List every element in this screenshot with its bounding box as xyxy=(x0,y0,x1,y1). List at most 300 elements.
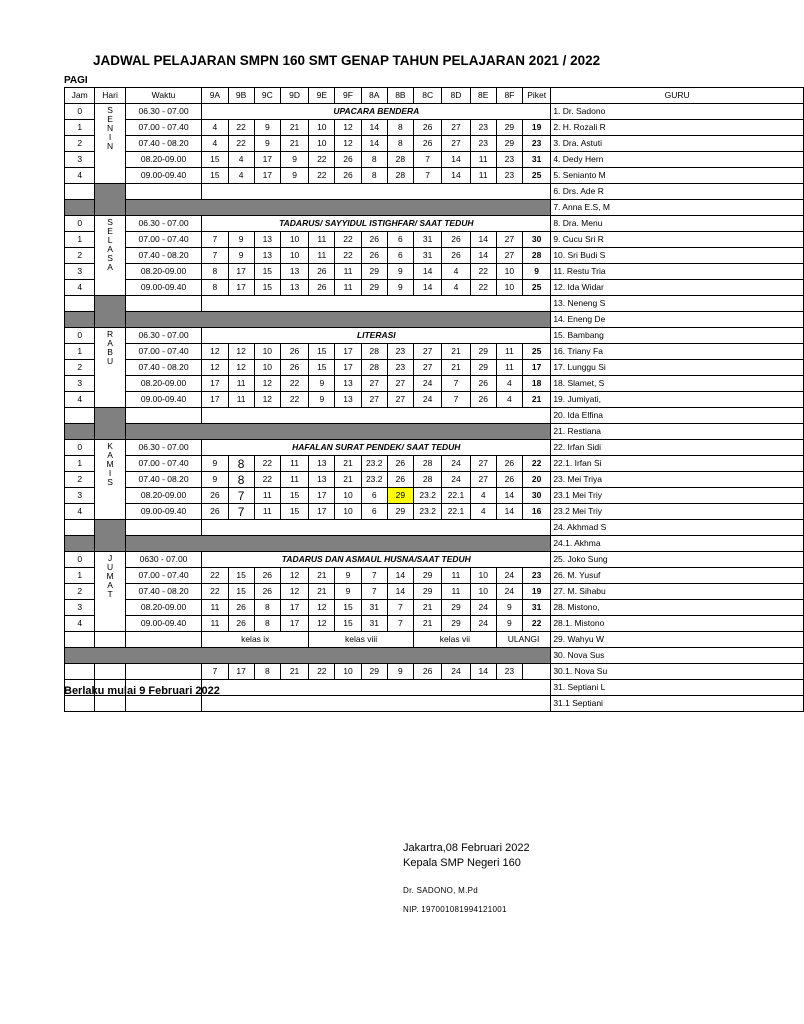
class-teacher-cell: 7 xyxy=(442,376,470,392)
column-header: Hari xyxy=(95,88,125,104)
class-teacher-cell: 12 xyxy=(202,360,228,376)
class-teacher-cell: 11 xyxy=(254,488,280,504)
jam-cell: 2 xyxy=(65,472,95,488)
guru-list-item: 15. Bambang xyxy=(551,328,804,344)
jam-cell: 1 xyxy=(65,568,95,584)
class-teacher-cell: 26 xyxy=(228,600,254,616)
class-teacher-cell: 31 xyxy=(361,600,387,616)
jam-cell: 4 xyxy=(65,616,95,632)
table-row xyxy=(65,248,804,264)
class-teacher-cell: 12 xyxy=(309,616,335,632)
waktu-cell: 0630 - 07.00 xyxy=(125,552,202,568)
activity-cell: HAFALAN SURAT PENDEK/ SAAT TEDUH xyxy=(202,440,551,456)
class-teacher-cell: 22 xyxy=(335,248,361,264)
waktu-cell xyxy=(125,696,202,712)
jam-cell: 1 xyxy=(65,232,95,248)
class-teacher-cell: 13 xyxy=(309,456,335,472)
class-teacher-cell: 27 xyxy=(442,136,470,152)
class-teacher-cell: 4 xyxy=(442,280,470,296)
day-label xyxy=(95,632,125,648)
class-teacher-cell: 8 xyxy=(202,264,228,280)
guru-list-item: 17. Lunggu Si xyxy=(551,360,804,376)
class-teacher-cell: 7 xyxy=(202,248,228,264)
class-teacher-cell: 7 xyxy=(228,488,254,504)
class-teacher-cell: 8 xyxy=(387,136,413,152)
class-teacher-cell: 28 xyxy=(361,344,387,360)
class-teacher-cell: 7 xyxy=(361,568,387,584)
column-header: 9A xyxy=(202,88,228,104)
jam-cell: 4 xyxy=(65,168,95,184)
waktu-cell xyxy=(125,296,202,312)
class-teacher-cell: 9 xyxy=(335,584,361,600)
separator-cell xyxy=(125,424,551,440)
table-row xyxy=(65,552,804,568)
class-teacher-cell: 17 xyxy=(228,280,254,296)
class-teacher-cell: 27 xyxy=(387,392,413,408)
guru-list-item: 14. Eneng De xyxy=(551,312,804,328)
class-teacher-cell: 26 xyxy=(309,264,335,280)
waktu-cell: 09.00-09.40 xyxy=(125,168,202,184)
class-teacher-cell: 4 xyxy=(228,152,254,168)
class-teacher-cell: 14 xyxy=(361,136,387,152)
class-teacher-cell: 9 xyxy=(335,568,361,584)
class-teacher-cell: 7 xyxy=(361,584,387,600)
waktu-cell: 09.00-09.40 xyxy=(125,392,202,408)
table-row xyxy=(65,568,804,584)
class-teacher-cell: 23 xyxy=(470,136,496,152)
piket-cell: 16 xyxy=(523,504,551,520)
guru-list-item: 31. Septiani L xyxy=(551,680,804,696)
waktu-cell: 06.30 - 07.00 xyxy=(125,216,202,232)
separator-cell xyxy=(125,200,551,216)
class-teacher-cell: 12 xyxy=(254,376,280,392)
separator-cell xyxy=(65,312,95,328)
waktu-cell: 09.00-09.40 xyxy=(125,616,202,632)
class-teacher-cell: 9 xyxy=(496,600,522,616)
class-teacher-cell: 8 xyxy=(361,152,387,168)
class-teacher-cell: 23 xyxy=(387,360,413,376)
class-teacher-cell: 10 xyxy=(309,120,335,136)
class-teacher-cell: 26 xyxy=(414,136,442,152)
class-teacher-cell: 29 xyxy=(496,120,522,136)
class-teacher-cell: 10 xyxy=(254,344,280,360)
class-teacher-cell: 21 xyxy=(309,584,335,600)
class-teacher-cell: 17 xyxy=(335,360,361,376)
summary-count-cell: 9 xyxy=(387,664,413,680)
class-teacher-cell: 9 xyxy=(202,456,228,472)
class-teacher-cell: 23 xyxy=(387,344,413,360)
table-row xyxy=(65,280,804,296)
class-teacher-cell: 24 xyxy=(414,376,442,392)
jam-cell xyxy=(65,408,95,424)
class-teacher-cell: 27 xyxy=(470,472,496,488)
waktu-cell: 09.00-09.40 xyxy=(125,504,202,520)
class-teacher-cell: 22 xyxy=(202,568,228,584)
column-header: 9B xyxy=(228,88,254,104)
class-teacher-cell: 21 xyxy=(442,360,470,376)
class-teacher-cell: 14 xyxy=(361,120,387,136)
jam-cell: 3 xyxy=(65,152,95,168)
empty-cell xyxy=(202,520,551,536)
class-teacher-cell: 7 xyxy=(228,504,254,520)
guru-list-item: 9. Cucu Sri R xyxy=(551,232,804,248)
class-teacher-cell: 12 xyxy=(309,600,335,616)
class-teacher-cell: 22 xyxy=(280,376,308,392)
table-row xyxy=(65,120,804,136)
class-teacher-cell: 10 xyxy=(335,504,361,520)
class-label-ix: kelas ix xyxy=(202,632,309,648)
jam-cell: 1 xyxy=(65,456,95,472)
waktu-cell: 07.40 - 08.20 xyxy=(125,248,202,264)
class-teacher-cell: 22 xyxy=(254,456,280,472)
guru-list-item: 30.1. Nova Su xyxy=(551,664,804,680)
jam-cell: 2 xyxy=(65,360,95,376)
class-teacher-cell: 17 xyxy=(280,616,308,632)
effective-date: Berlaku mulai 9 Februari 2022 xyxy=(64,685,220,697)
class-teacher-cell: 24 xyxy=(496,584,522,600)
summary-count-cell: 22 xyxy=(309,664,335,680)
guru-list-item: 31.1 Septiani xyxy=(551,696,804,712)
jam-cell: 3 xyxy=(65,264,95,280)
class-teacher-cell: 29 xyxy=(361,264,387,280)
table-row xyxy=(65,488,804,504)
class-teacher-cell: 11 xyxy=(202,600,228,616)
jam-cell xyxy=(65,520,95,536)
class-teacher-cell: 15 xyxy=(254,264,280,280)
class-teacher-cell: 24 xyxy=(442,456,470,472)
class-teacher-cell: 15 xyxy=(309,360,335,376)
class-teacher-cell: 23 xyxy=(496,152,522,168)
column-header: Waktu xyxy=(125,88,202,104)
waktu-cell: 08.20-09.00 xyxy=(125,376,202,392)
class-teacher-cell: 12 xyxy=(228,360,254,376)
class-teacher-cell: 8 xyxy=(202,280,228,296)
class-teacher-cell: 23.2 xyxy=(361,472,387,488)
piket-cell xyxy=(523,664,551,680)
class-teacher-cell: 22 xyxy=(254,472,280,488)
class-teacher-cell: 26 xyxy=(335,168,361,184)
table-row xyxy=(65,472,804,488)
class-teacher-cell: 13 xyxy=(254,232,280,248)
guru-list-item: 6. Drs. Ade R xyxy=(551,184,804,200)
class-teacher-cell: 26 xyxy=(254,584,280,600)
guru-list-item: 27. M. Sihabu xyxy=(551,584,804,600)
jam-cell: 4 xyxy=(65,280,95,296)
separator-cell xyxy=(65,424,95,440)
guru-list-item: 2. H. Rozali R xyxy=(551,120,804,136)
day-label xyxy=(95,664,125,680)
column-header: Piket xyxy=(523,88,551,104)
table-row xyxy=(65,328,804,344)
class-teacher-cell: 17 xyxy=(309,504,335,520)
class-teacher-cell: 21 xyxy=(309,568,335,584)
column-header: 8B xyxy=(387,88,413,104)
guru-list-item: 22. Irfan Sidi xyxy=(551,440,804,456)
class-teacher-cell: 22 xyxy=(309,152,335,168)
piket-cell: 30 xyxy=(523,232,551,248)
class-teacher-cell: 6 xyxy=(387,232,413,248)
waktu-cell: 06.30 - 07.00 xyxy=(125,104,202,120)
table-row xyxy=(65,456,804,472)
jam-cell: 2 xyxy=(65,136,95,152)
signature-place-date: Jakartra,08 Februari 2022 xyxy=(403,842,530,854)
table-row xyxy=(65,104,804,120)
class-teacher-cell: 15 xyxy=(202,152,228,168)
empty-cell xyxy=(202,184,551,200)
table-header-row xyxy=(65,88,804,104)
jam-cell: 4 xyxy=(65,392,95,408)
class-teacher-cell: 13 xyxy=(335,392,361,408)
class-teacher-cell: 11 xyxy=(228,392,254,408)
class-teacher-cell: 4 xyxy=(442,264,470,280)
class-teacher-cell: 14 xyxy=(387,568,413,584)
waktu-cell xyxy=(125,408,202,424)
guru-list-item: 30. Nova Sus xyxy=(551,648,804,664)
waktu-cell: 09.00-09.40 xyxy=(125,280,202,296)
class-teacher-cell: 13 xyxy=(280,264,308,280)
class-teacher-cell: 29 xyxy=(387,488,413,504)
class-teacher-cell: 12 xyxy=(280,568,308,584)
guru-list-item: 24. Akhmad S xyxy=(551,520,804,536)
class-teacher-cell: 28 xyxy=(414,472,442,488)
class-teacher-cell: 9 xyxy=(280,152,308,168)
piket-cell: 31 xyxy=(523,600,551,616)
separator-row xyxy=(65,200,804,216)
class-teacher-cell: 15 xyxy=(335,600,361,616)
class-teacher-cell: 12 xyxy=(228,344,254,360)
class-teacher-cell: 12 xyxy=(280,584,308,600)
class-teacher-cell: 8 xyxy=(228,456,254,472)
piket-cell: 9 xyxy=(523,264,551,280)
summary-count-cell: 8 xyxy=(254,664,280,680)
summary-row xyxy=(65,664,804,680)
class-teacher-cell: 14 xyxy=(442,152,470,168)
class-teacher-cell: 21 xyxy=(414,600,442,616)
jam-cell xyxy=(65,632,95,648)
class-teacher-cell: 26 xyxy=(496,456,522,472)
signature-nip: NIP. 197001081994121001 xyxy=(403,905,507,914)
session-label: PAGI xyxy=(64,75,88,86)
class-teacher-cell: 7 xyxy=(387,616,413,632)
class-teacher-cell: 29 xyxy=(361,280,387,296)
class-teacher-cell: 7 xyxy=(414,168,442,184)
guru-list-item: 1. Dr. Sadono xyxy=(551,104,804,120)
class-teacher-cell: 9 xyxy=(387,280,413,296)
piket-cell: 21 xyxy=(523,392,551,408)
class-teacher-cell: 10 xyxy=(496,264,522,280)
class-teacher-cell: 27 xyxy=(442,120,470,136)
class-teacher-cell: 27 xyxy=(361,392,387,408)
class-teacher-cell: 17 xyxy=(202,376,228,392)
class-teacher-cell: 29 xyxy=(442,600,470,616)
guru-list-item: 10. Sri Budi S xyxy=(551,248,804,264)
empty-cell xyxy=(202,680,551,696)
class-teacher-cell: 17 xyxy=(202,392,228,408)
class-teacher-cell: 26 xyxy=(228,616,254,632)
class-teacher-cell: 9 xyxy=(202,472,228,488)
class-teacher-cell: 26 xyxy=(470,392,496,408)
empty-cell xyxy=(202,696,551,712)
piket-cell: 25 xyxy=(523,344,551,360)
class-teacher-cell: 9 xyxy=(387,264,413,280)
class-teacher-cell: 28 xyxy=(414,456,442,472)
class-teacher-cell: 11 xyxy=(470,152,496,168)
class-teacher-cell: 7 xyxy=(387,600,413,616)
table-row xyxy=(65,360,804,376)
class-teacher-cell: 26 xyxy=(202,488,228,504)
summary-count-cell: 7 xyxy=(202,664,228,680)
class-teacher-cell: 21 xyxy=(335,456,361,472)
table-row xyxy=(65,136,804,152)
separator-cell xyxy=(125,312,551,328)
separator-row xyxy=(65,648,804,664)
waktu-cell xyxy=(125,520,202,536)
guru-list-item: 7. Anna E.S, M xyxy=(551,200,804,216)
piket-cell: 23 xyxy=(523,136,551,152)
signature-position: Kepala SMP Negeri 160 xyxy=(403,857,521,869)
guru-list-item: 4. Dedy Hern xyxy=(551,152,804,168)
blank-row xyxy=(65,408,804,424)
class-teacher-cell: 14 xyxy=(387,584,413,600)
class-teacher-cell: 29 xyxy=(442,616,470,632)
class-teacher-cell: 11 xyxy=(309,232,335,248)
piket-cell: 22 xyxy=(523,456,551,472)
class-teacher-cell: 22 xyxy=(309,168,335,184)
class-teacher-cell: 29 xyxy=(470,360,496,376)
blank-row xyxy=(65,696,804,712)
class-teacher-cell: 22 xyxy=(470,280,496,296)
summary-count-cell: 17 xyxy=(228,664,254,680)
guru-list-item: 16. Triany Fa xyxy=(551,344,804,360)
activity-cell: UPACARA BENDERA xyxy=(202,104,551,120)
summary-count-cell: 24 xyxy=(442,664,470,680)
column-header: 9E xyxy=(309,88,335,104)
activity-cell: LITERASI xyxy=(202,328,551,344)
table-row xyxy=(65,232,804,248)
class-teacher-cell: 9 xyxy=(254,120,280,136)
table-row xyxy=(65,264,804,280)
class-teacher-cell: 24 xyxy=(414,392,442,408)
activity-cell: TADARUS DAN ASMAUL HUSNA/SAAT TEDUH xyxy=(202,552,551,568)
class-teacher-cell: 11 xyxy=(202,616,228,632)
guru-list-item: 18. Slamet, S xyxy=(551,376,804,392)
class-teacher-cell: 28 xyxy=(387,168,413,184)
jam-cell: 0 xyxy=(65,216,95,232)
class-teacher-cell: 22 xyxy=(335,232,361,248)
jam-cell: 0 xyxy=(65,440,95,456)
class-teacher-cell: 27 xyxy=(496,248,522,264)
class-teacher-cell: 22 xyxy=(280,392,308,408)
jam-cell xyxy=(65,696,95,712)
class-teacher-cell: 15 xyxy=(254,280,280,296)
jam-cell: 3 xyxy=(65,488,95,504)
empty-cell xyxy=(202,296,551,312)
class-teacher-cell: 9 xyxy=(280,168,308,184)
class-teacher-cell: 28 xyxy=(387,152,413,168)
class-teacher-cell: 22.1 xyxy=(442,488,470,504)
table-row xyxy=(65,440,804,456)
class-teacher-cell: 8 xyxy=(228,472,254,488)
class-teacher-cell: 29 xyxy=(496,136,522,152)
day-label: S E N I N xyxy=(95,104,125,184)
class-teacher-cell: 29 xyxy=(414,568,442,584)
class-teacher-cell: 10 xyxy=(470,584,496,600)
jam-cell xyxy=(65,296,95,312)
class-teacher-cell: 11 xyxy=(470,168,496,184)
class-teacher-cell: 7 xyxy=(414,152,442,168)
class-teacher-cell: 11 xyxy=(280,472,308,488)
guru-list-item: 23.1 Mei Triy xyxy=(551,488,804,504)
class-teacher-cell: 10 xyxy=(496,280,522,296)
day-label xyxy=(95,296,125,328)
class-teacher-cell: 26 xyxy=(361,232,387,248)
day-label: R A B U xyxy=(95,328,125,408)
table-row xyxy=(65,600,804,616)
class-teacher-cell: 4 xyxy=(496,392,522,408)
class-teacher-cell: 10 xyxy=(470,568,496,584)
class-teacher-cell: 8 xyxy=(361,168,387,184)
guru-list-item: 8. Dra. Menu xyxy=(551,216,804,232)
class-teacher-cell: 27 xyxy=(414,344,442,360)
class-teacher-cell: 7 xyxy=(442,392,470,408)
class-teacher-cell: 22 xyxy=(228,136,254,152)
piket-cell: 18 xyxy=(523,376,551,392)
piket-cell: 22 xyxy=(523,616,551,632)
class-teacher-cell: 26 xyxy=(309,280,335,296)
class-teacher-cell: 31 xyxy=(414,248,442,264)
class-teacher-cell: 11 xyxy=(442,584,470,600)
piket-cell: 30 xyxy=(523,488,551,504)
class-teacher-cell: 26 xyxy=(414,120,442,136)
class-teacher-cell: 26 xyxy=(442,248,470,264)
waktu-cell: 08.20-09.00 xyxy=(125,152,202,168)
jam-cell: 0 xyxy=(65,328,95,344)
class-teacher-cell: 14 xyxy=(442,168,470,184)
column-header: 8E xyxy=(470,88,496,104)
jam-cell: 1 xyxy=(65,344,95,360)
class-teacher-cell: 11 xyxy=(496,360,522,376)
class-teacher-cell: 29 xyxy=(414,584,442,600)
class-teacher-cell: 17 xyxy=(254,168,280,184)
separator-row xyxy=(65,536,804,552)
class-teacher-cell: 24 xyxy=(470,616,496,632)
class-teacher-cell: 9 xyxy=(228,232,254,248)
jam-cell: 0 xyxy=(65,552,95,568)
jam-cell xyxy=(65,664,95,680)
table-row xyxy=(65,392,804,408)
jam-cell: 3 xyxy=(65,600,95,616)
class-teacher-cell: 6 xyxy=(361,504,387,520)
class-teacher-cell: 15 xyxy=(228,568,254,584)
table-row xyxy=(65,216,804,232)
class-label-vii: kelas vii xyxy=(414,632,497,648)
class-teacher-cell: 24 xyxy=(442,472,470,488)
class-teacher-cell: 29 xyxy=(470,344,496,360)
class-teacher-cell: 4 xyxy=(496,376,522,392)
class-teacher-cell: 29 xyxy=(387,504,413,520)
class-teacher-cell: 6 xyxy=(387,248,413,264)
blank-row xyxy=(65,632,804,648)
guru-list-item: 5. Senianto M xyxy=(551,168,804,184)
guru-list-item: 19. Jumiyati, xyxy=(551,392,804,408)
class-teacher-cell: 4 xyxy=(202,120,228,136)
class-teacher-cell: 8 xyxy=(254,600,280,616)
table-row xyxy=(65,152,804,168)
separator-cell xyxy=(65,200,95,216)
waktu-cell: 07.40 - 08.20 xyxy=(125,136,202,152)
class-teacher-cell: 26 xyxy=(387,456,413,472)
class-teacher-cell: 26 xyxy=(387,472,413,488)
